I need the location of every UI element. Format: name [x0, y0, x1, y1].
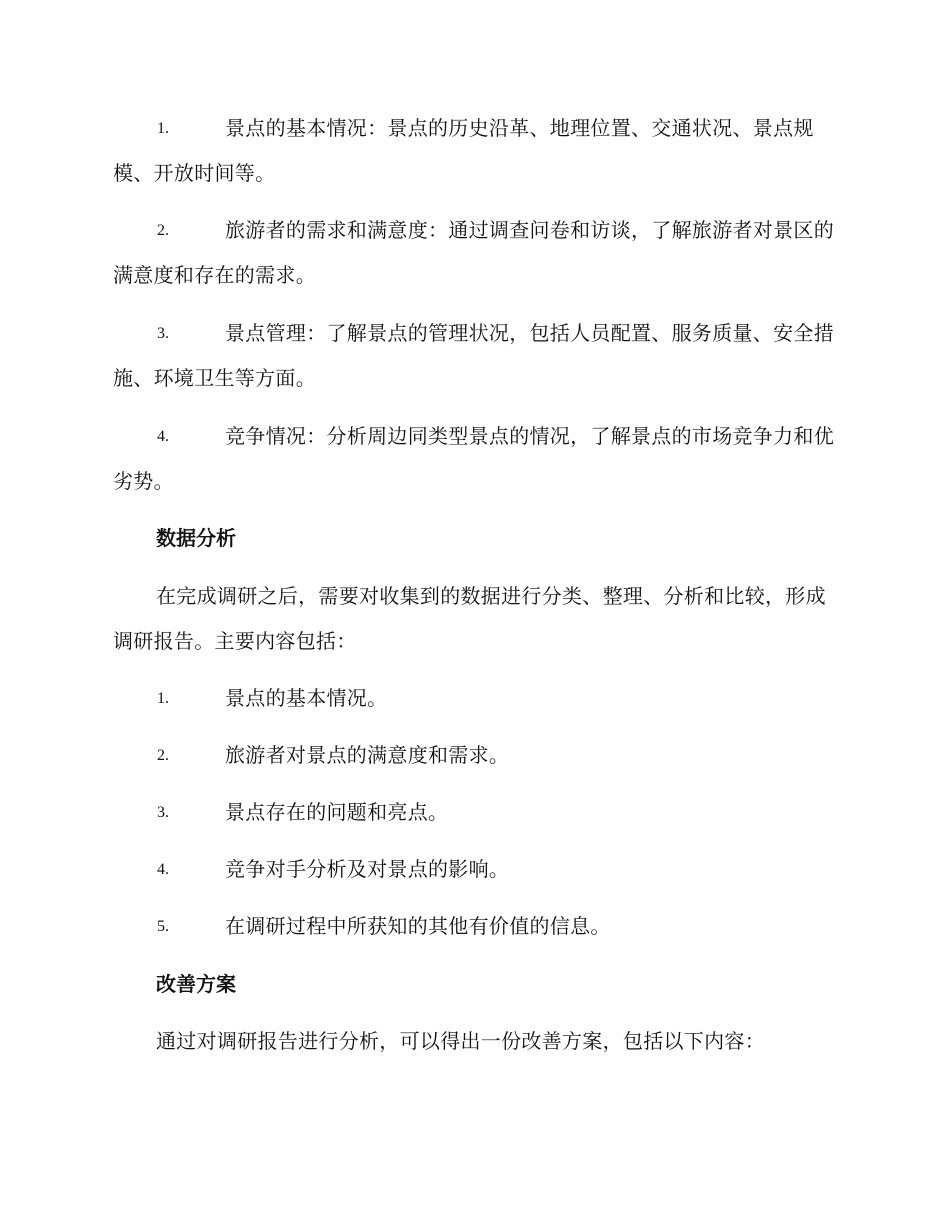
- list-text: 景点的基本情况。: [225, 686, 388, 710]
- list-number: 1.: [157, 690, 169, 707]
- list-item: [113, 904, 835, 949]
- list-number: 5.: [157, 918, 169, 935]
- list-item: [113, 847, 835, 892]
- list-item: [113, 106, 835, 196]
- list-text: 景点的基本情况：景点的历史沿革、地理位置、交通状况、景点规模、开放时间等。: [113, 116, 814, 185]
- list-item: [113, 733, 835, 778]
- list-item: [113, 676, 835, 721]
- list-number: 4.: [157, 428, 169, 445]
- list-text: 竞争情况：分析周边同类型景点的情况，了解景点的市场竞争力和优劣势。: [113, 424, 834, 493]
- list-item: [113, 414, 835, 504]
- list-text: 旅游者对景点的满意度和需求。: [225, 743, 510, 767]
- list-text: 景点管理：了解景点的管理状况，包括人员配置、服务质量、安全措施、环境卫生等方面。: [113, 321, 834, 390]
- list-text: 竞争对手分析及对景点的影响。: [225, 857, 510, 881]
- section-heading-data-analysis: 数据分析: [156, 526, 236, 550]
- section-heading-improvement-plan: 改善方案: [156, 972, 236, 996]
- list-text: 景点存在的问题和亮点。: [225, 800, 449, 824]
- list-number: 2.: [157, 747, 169, 764]
- list-number: 3.: [157, 804, 169, 821]
- section-paragraph: 在完成调研之后，需要对收集到的数据进行分类、整理、分析和比较，形成调研报告。主要内容包括：: [113, 584, 826, 653]
- section-paragraph: 通过对调研报告进行分析，可以得出一份改善方案，包括以下内容：: [156, 1029, 765, 1053]
- list-text: 在调研过程中所获知的其他有价值的信息。: [225, 914, 611, 938]
- list-number: 2.: [157, 222, 169, 239]
- list-item: [113, 790, 835, 835]
- list-item: [113, 208, 835, 298]
- list-number: 1.: [157, 120, 169, 137]
- list-number: 4.: [157, 861, 169, 878]
- list-text: 旅游者的需求和满意度：通过调查问卷和访谈，了解旅游者对景区的满意度和存在的需求。: [113, 218, 834, 287]
- list-item: [113, 311, 835, 401]
- list-number: 3.: [157, 325, 169, 342]
